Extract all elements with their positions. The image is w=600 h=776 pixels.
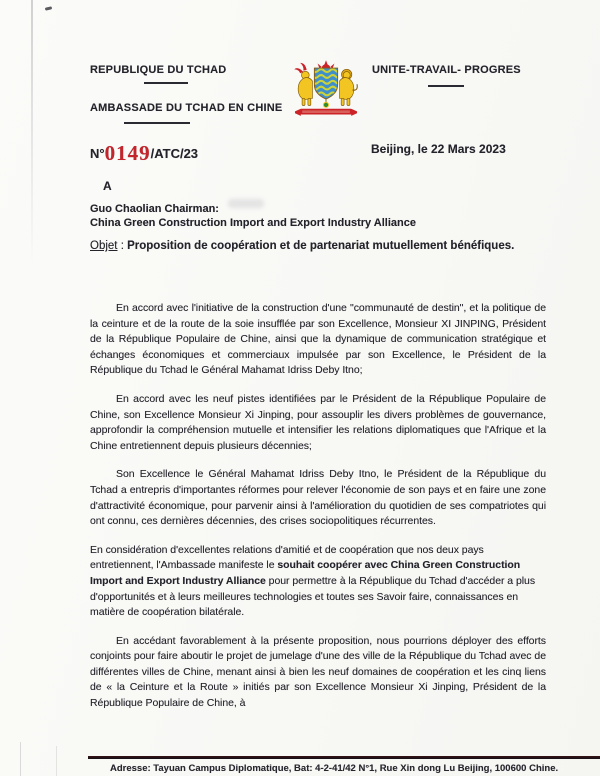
footer-rule bbox=[88, 756, 600, 759]
recipient-block bbox=[90, 202, 550, 230]
scan-speck-artifact bbox=[45, 6, 52, 10]
body-text-run: Son Excellence le Général Mahamat Idriss Deby Itno, le Président de la République du Tchad a entrepris d'importantes réformes pour relever l'économie de son pays et en faire une zone d'attractivité économique, pour parvenir ainsi à l'amélioration du quotidien de ses compatriotes qui ont connu, ces dernières décennies, des crises sociopolitiques récurrentes. bbox=[90, 468, 546, 528]
subject-text: Proposition de coopération et de partenariat mutuellement bénéfiques. bbox=[127, 240, 515, 252]
body-text-run: En accord avec les neuf pistes identifiées par le Président de la République Populaire de Chine, son Excellence Monsieur Xi Jinping, pour assouplir les divers problèmes de gouvernance, approfondir la compréhension mutuelle et intensifier les relations diplomatiques que l'Afrique et la Chine entretiennent depuis plusieurs décennies; bbox=[90, 392, 546, 452]
reference-suffix: /ATC/23 bbox=[150, 146, 199, 161]
body-paragraph bbox=[90, 301, 546, 379]
body-text-run: En accédant favorablement à la présente proposition, nous pourrions déployer des efforts conjoints pour faire aboutir le projet de jumelage d'une des ville de la République du Tchad avec de différentes villes de Chine, menant ainsi à bien les neuf domaines de coopération et les cinq liens de « la Ceinture et la Route » initiés par son Excellence Monsieur Xi Jinping, Président de la République Populaire de Chine, à bbox=[90, 634, 546, 710]
recipient-salutation: A bbox=[103, 179, 112, 193]
letterhead-left bbox=[90, 64, 300, 124]
body-text-run: En considération d'excellentes relations d'amitié et de coopération que nos deux pays entretiennent, l'Ambassade manifeste le bbox=[90, 543, 484, 572]
subject-separator: : bbox=[117, 240, 128, 252]
reference-number bbox=[90, 139, 198, 164]
scan-paper-edge-artifact bbox=[20, 742, 21, 776]
reference-prefix: N° bbox=[90, 146, 105, 161]
footer-address: Adresse: Tayuan Campus Diplomatique, Bat: 4-2-41/42 N°1, Rue Xin dong Lu Beijing, 100600 Chine. bbox=[110, 763, 559, 774]
divider-line bbox=[124, 122, 190, 124]
divider-line bbox=[428, 85, 464, 87]
scan-paper-edge-artifact bbox=[31, 0, 33, 268]
scan-paper-edge-artifact bbox=[56, 746, 57, 776]
body-text-run: pour permettre à la République du Tchad d'accéder a plus d'opportunités et à leurs meilleures technologies et toutes ses Savoir faire, connaissances en matière de coopération bilatérale. bbox=[90, 574, 536, 619]
recipient-name: Guo Chaolian Chairman: bbox=[90, 203, 219, 215]
recipient-organization: China Green Construction Import and Export Industry Alliance bbox=[90, 217, 416, 229]
reference-stamped-number: 0149 bbox=[104, 141, 151, 165]
subject-line bbox=[90, 239, 530, 254]
body-text-run: En accord avec l'initiative de la construction d'une "communauté de destin", et la politique de la ceinture et de la route de la soie insufflée par son Excellence, Monsieur XI JINPING, Président de la République Populaire de Chine, ainsi que la dynamique de communication stratégique et échanges économiques et commerciaux impulsée par son Excellence, le Président de la République du Tchad le Général Mahamat Idriss Deby Itno; bbox=[90, 302, 546, 377]
letter-body bbox=[90, 301, 546, 725]
national-motto: UNITE-TRAVAIL- PROGRES bbox=[372, 64, 521, 76]
subject-label: Objet bbox=[90, 240, 118, 252]
body-paragraph bbox=[90, 467, 546, 529]
body-text-bold-run: souhait coopérer avec China Green Construction Import and Export Industry Alliance bbox=[90, 559, 521, 587]
body-paragraph bbox=[90, 543, 546, 621]
body-paragraph bbox=[90, 634, 546, 712]
body-paragraph bbox=[90, 392, 546, 454]
divider-line bbox=[144, 82, 188, 84]
dateline: Beijing, le 22 Mars 2023 bbox=[371, 142, 506, 156]
embassy-title: AMBASSADE DU TCHAD EN CHINE bbox=[90, 102, 283, 114]
letterhead-right bbox=[372, 64, 521, 87]
republic-title: REPUBLIQUE DU TCHAD bbox=[90, 64, 227, 76]
chad-coat-of-arms-icon bbox=[284, 58, 368, 122]
